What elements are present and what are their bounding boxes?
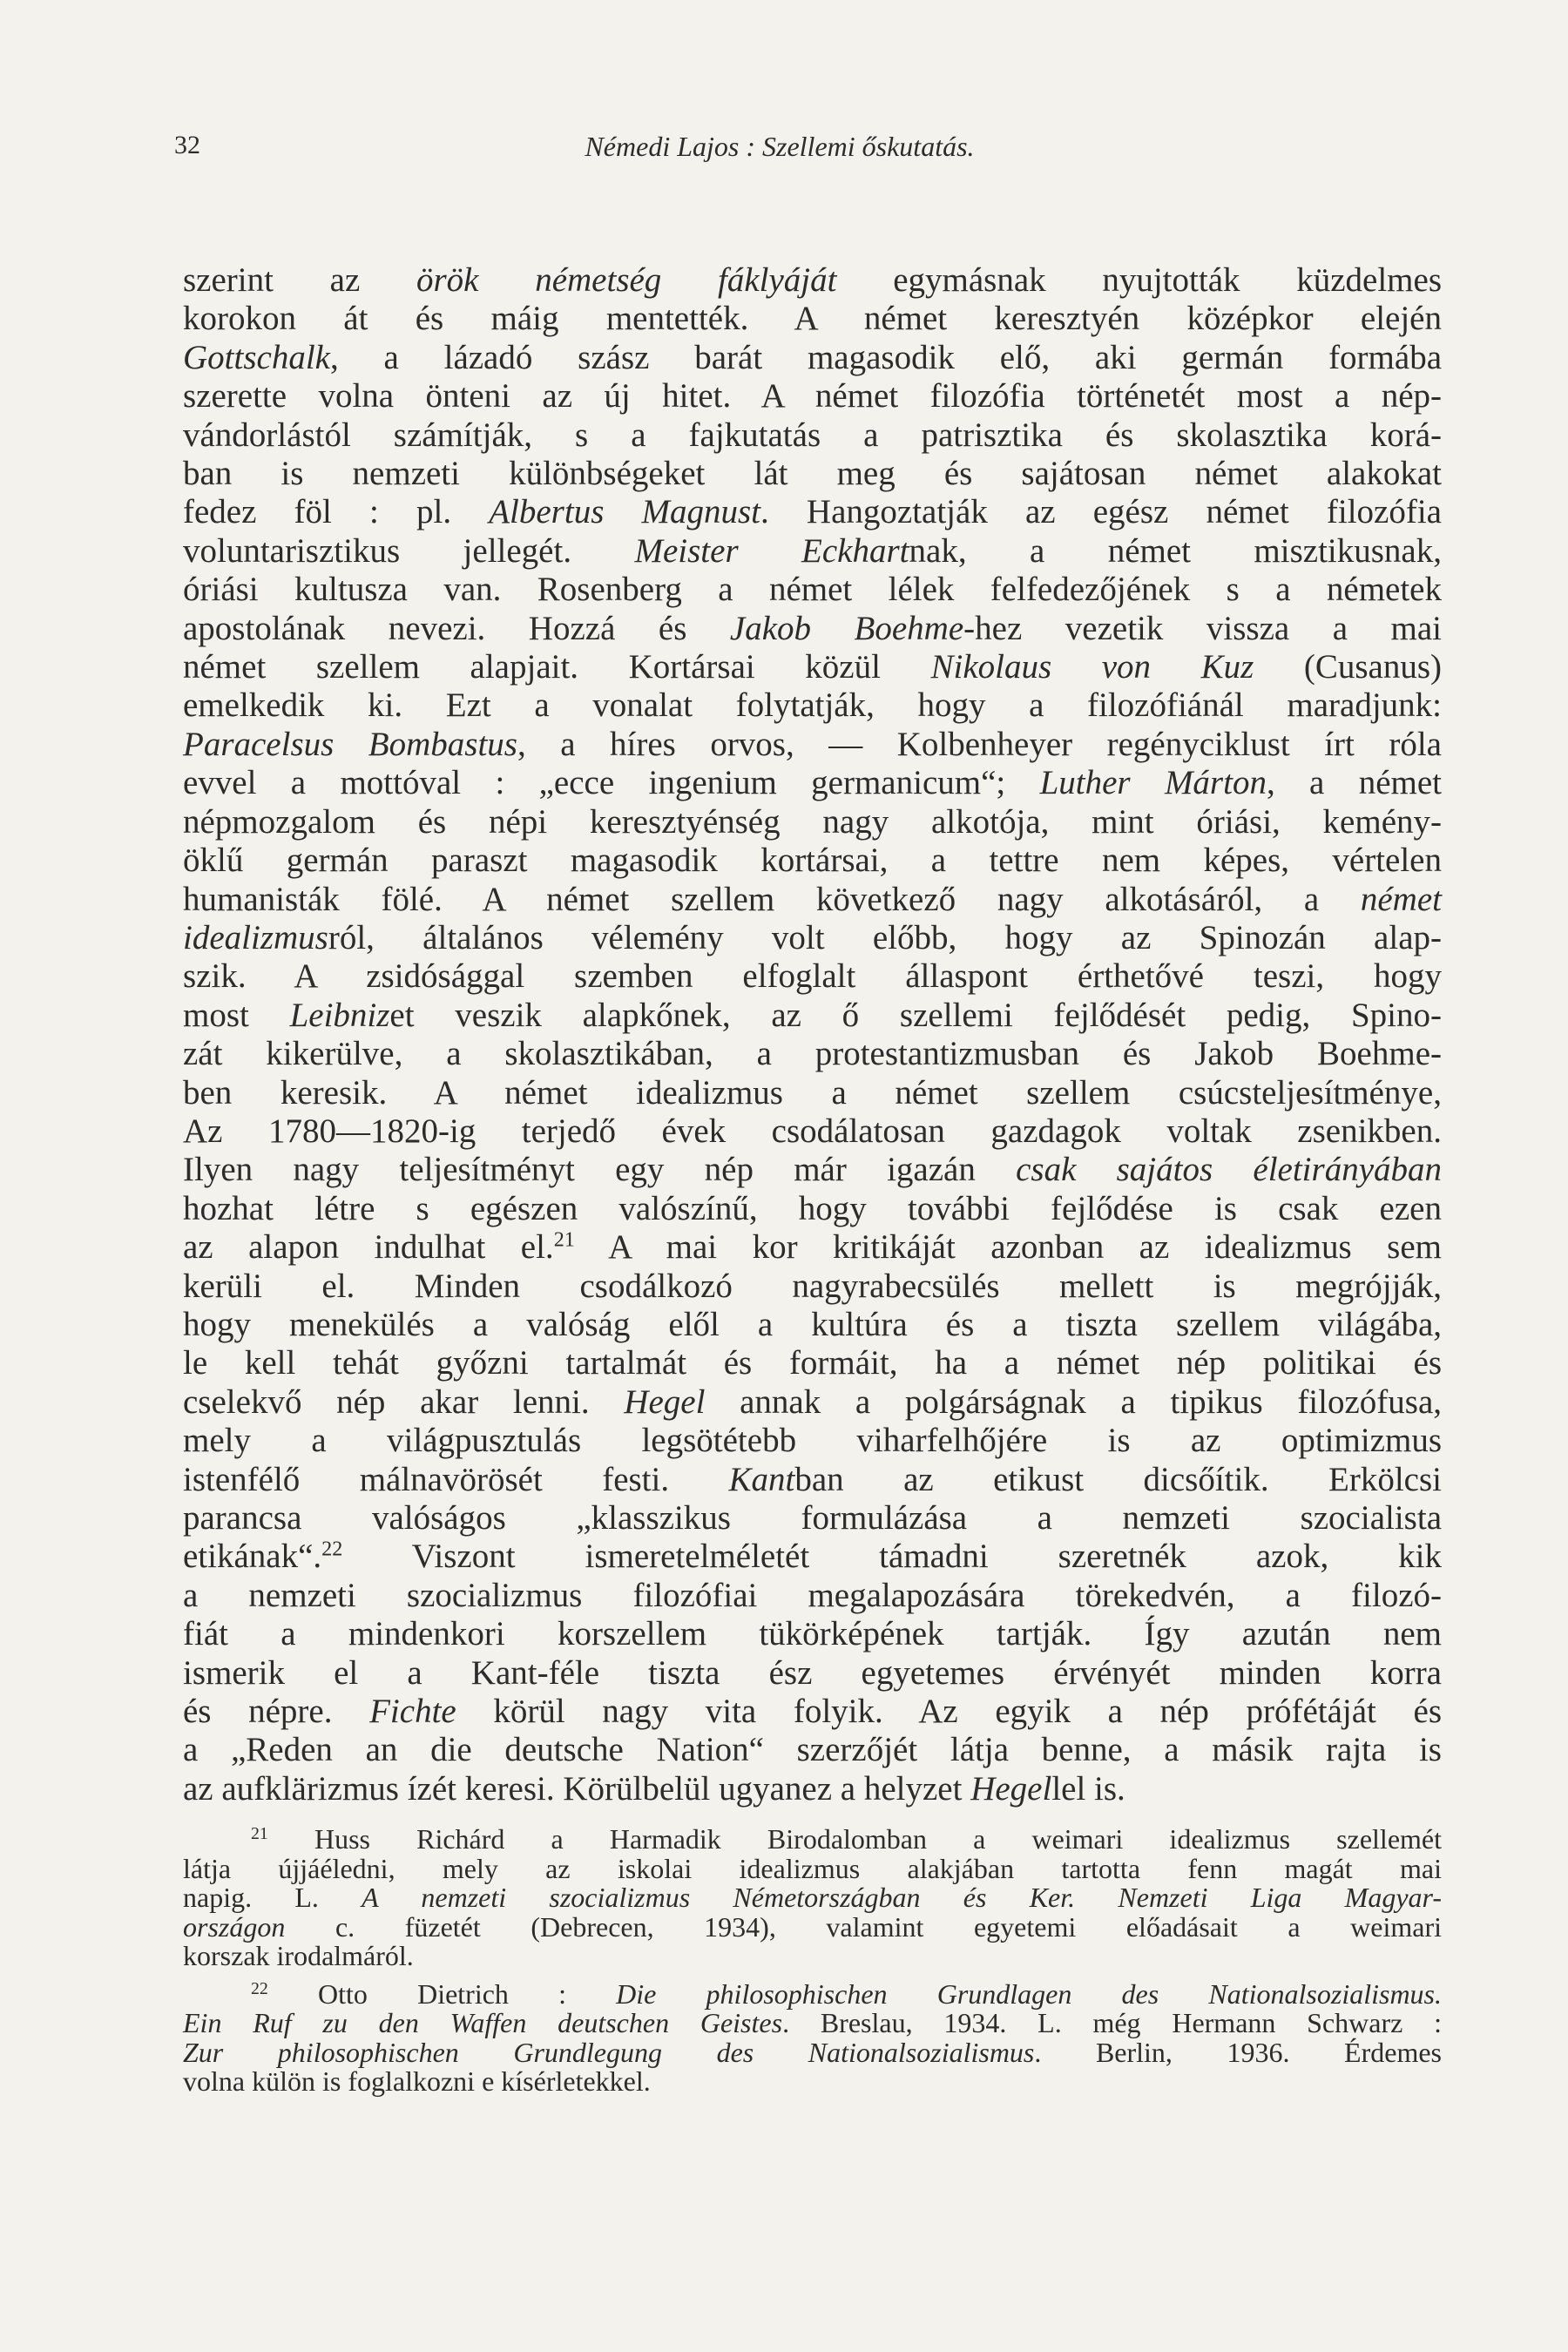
text-line <box>183 261 1442 300</box>
italic-text: csak sajátos életirányában <box>1016 1151 1443 1189</box>
text-run: evvel a mottóval : „ecce ingenium germanicum“; <box>183 764 1040 802</box>
text-run: , a német <box>1266 764 1442 802</box>
text-run: . Berlin, 1936. Érdemes <box>1034 2036 1443 2068</box>
text-line <box>183 1461 1442 1499</box>
text-run: ban is nemzeti különbségeket lát meg és sajátosan német alakokat <box>183 455 1442 493</box>
text-line <box>183 377 1442 416</box>
text-run: A mai kor kritikáját azonban az idealizmus sem <box>574 1228 1442 1267</box>
italic-text: Meister Eckhart <box>634 531 909 570</box>
footnote-marker: 22 <box>251 1978 268 1998</box>
text-run: annak a polgárságnak a tipikus filozófusa, <box>705 1382 1443 1421</box>
italic-text: Jakob Boehme <box>729 609 964 647</box>
text-run: c. füzetét (Debrecen, 1934), valamint egyetemi előadásait a weimari <box>285 1910 1442 1943</box>
text-line <box>183 764 1442 802</box>
page-number: 32 <box>174 131 200 159</box>
text-run: egymásnak nyujtották küzdelmes <box>836 261 1442 299</box>
italic-text: Hegel <box>624 1382 706 1421</box>
footnote-line <box>183 2038 1442 2068</box>
text-line <box>183 1615 1442 1653</box>
text-line <box>183 1112 1442 1151</box>
text-line <box>183 957 1442 996</box>
text-run: Ilyen nagy teljesítményt egy nép már igazán <box>183 1151 1017 1189</box>
text-run: és népre. <box>183 1693 370 1731</box>
text-line <box>183 1693 1442 1731</box>
text-run: lel is. <box>1051 1769 1125 1808</box>
text-run: (Cusanus) <box>1254 648 1442 686</box>
text-run: istenfélő málnavörösét festi. <box>183 1460 729 1498</box>
footnote-line <box>183 1852 1442 1884</box>
footnote-line <box>183 1910 1442 1943</box>
text-line <box>183 1228 1442 1267</box>
italic-text: Nikolaus von Kuz <box>930 648 1254 686</box>
italic-text: Die philosophischen Grundlagen des Nationalsozialismus. <box>616 1977 1442 2010</box>
text-line <box>183 1344 1442 1382</box>
text-run: emelkedik ki. Ezt a vonalat folytatják, hogy a filozófiánál maradjunk: <box>183 686 1442 725</box>
text-run: ismerik el a Kant-féle tiszta ész egyetemes érvényét minden korra <box>183 1653 1442 1692</box>
text-line <box>183 571 1442 609</box>
text-run: a „Reden an die deutsche Nation“ szerzőjét látja benne, a másik rajta is <box>183 1731 1442 1769</box>
text-run: parancsa valóságos „klasszikus formulázása a nemzeti szocialista <box>183 1499 1442 1537</box>
italic-text: idealizmus <box>183 918 328 956</box>
italic-text: Leibniz <box>289 996 390 1034</box>
text-line <box>183 881 1442 919</box>
italic-text: Fichte <box>369 1693 456 1731</box>
text-run: szik. A zsidósággal szemben elfoglalt állaspont érthetővé teszi, hogy <box>183 957 1442 996</box>
text-line <box>183 1383 1442 1422</box>
text-line <box>183 1306 1442 1344</box>
text-run: körül nagy vita folyik. Az egyik a nép prófétáját és <box>456 1693 1442 1731</box>
text-run: látja újjáéledni, mely az iskolai idealizmus alakjában tartotta fenn magát mai <box>183 1852 1442 1884</box>
text-run: napig. L. <box>183 1882 362 1913</box>
footnote-line <box>183 2009 1442 2038</box>
text-line <box>183 532 1442 571</box>
text-run: ben keresik. A német idealizmus a német szellem csúcsteljesítménye, <box>183 1073 1442 1112</box>
text-line <box>183 1577 1442 1615</box>
text-line <box>183 416 1442 455</box>
text-run: Otto Dietrich : <box>267 1977 617 2010</box>
footnote-marker: 21 <box>553 1227 575 1252</box>
footnotes <box>183 1825 1442 2097</box>
text-run: korokon át és máig mentették. A német keresztyén középkor elején <box>183 300 1442 338</box>
text-run: népmozgalom és népi keresztyénség nagy alkotója, mint óriási, kemény- <box>183 802 1442 841</box>
text-run: zát kikerülve, a skolasztikában, a protestantizmusban és Jakob Boehme- <box>183 1035 1442 1073</box>
footnote-line <box>183 1942 1442 1971</box>
text-run: most <box>183 996 290 1034</box>
text-line <box>183 1035 1442 1073</box>
main-text <box>183 261 1442 1808</box>
text-run: le kell tehát győzni tartalmát és formáit, ha a német nép politikai és <box>183 1344 1442 1382</box>
text-run: fedez föl : pl. <box>183 493 490 531</box>
text-line <box>183 610 1442 648</box>
text-line <box>183 726 1442 764</box>
text-line <box>183 455 1442 493</box>
text-run: hogy menekülés a valóság elől a kultúra és a tiszta szellem világába, <box>183 1305 1442 1343</box>
text-line <box>183 1422 1442 1460</box>
italic-text: Hegel <box>970 1769 1052 1808</box>
text-line <box>183 1190 1442 1228</box>
text-run: vándorlástól számítják, s a fajkutatás a patrisztika és skolasztika korá- <box>183 416 1442 454</box>
footnote-line <box>183 1883 1442 1913</box>
text-run: óriási kultusza van. Rosenberg a német lélek felfedezőjének s a németek <box>183 571 1442 609</box>
text-run: voluntarisztikus jellegét. <box>183 531 635 570</box>
text-run: az aufklärizmus ízét keresi. Körülbelül ugyanez a helyzet <box>183 1769 971 1808</box>
text-run: Huss Richárd a Harmadik Birodalomban a weimari idealizmus szellemét <box>267 1823 1442 1855</box>
text-run: nak, a német misztikusnak, <box>909 531 1442 570</box>
page-header <box>174 131 1385 183</box>
text-line <box>183 1074 1442 1112</box>
text-run: mely a világpusztulás legsötétebb viharfelhőjére is az optimizmus <box>183 1422 1442 1460</box>
text-line <box>183 919 1442 957</box>
running-head: Némedi Lajos : Szellemi őskutatás. <box>585 131 975 162</box>
text-run: Az 1780—1820-ig terjedő évek csodálatosan gazdagok voltak zsenikben. <box>183 1112 1442 1150</box>
text-line <box>183 1654 1442 1693</box>
italic-text: Gottschalk <box>183 338 330 376</box>
text-run: cselekvő nép akar lenni. <box>183 1382 625 1421</box>
text-run: . Hangoztatják az egész német filozófia <box>760 493 1442 531</box>
text-run: -hez vezetik vissza a mai <box>963 609 1442 647</box>
text-line <box>183 648 1442 686</box>
text-run: német szellem alapjait. Kortársai közül <box>183 648 931 686</box>
footnote-marker: 22 <box>321 1538 343 1562</box>
text-line <box>183 1731 1442 1769</box>
text-line <box>183 1267 1442 1306</box>
text-run: . Breslau, 1934. L. még Hermann Schwarz : <box>782 2007 1443 2038</box>
text-line <box>183 686 1442 725</box>
text-run: , a lázadó szász barát magasodik elő, aki germán formába <box>329 338 1442 376</box>
italic-text: Kant <box>728 1460 795 1498</box>
text-run: kerüli el. Minden csodálkozó nagyrabecsülés mellett is megrójják, <box>183 1267 1442 1305</box>
italic-text: Albertus Magnust <box>489 493 761 531</box>
italic-text: Ein Ruf zu den Waffen deutschen Geistes <box>183 2007 783 2038</box>
text-run: ban az etikust dicsőítik. Erkölcsi <box>794 1460 1442 1498</box>
text-line <box>183 339 1442 377</box>
text-line <box>183 1538 1442 1576</box>
text-run: Viszont ismeretelméletét támadni szeretnék azok, kik <box>342 1538 1442 1576</box>
text-run: et veszik alapkőnek, az ő szellemi fejlődését pedig, Spino- <box>389 996 1442 1034</box>
text-run: , a híres orvos, — Kolbenheyer regényciklust írt róla <box>517 725 1442 763</box>
italic-text: Zur philosophischen Grundlegung des Nationalsozialismus <box>183 2036 1035 2068</box>
text-run: szerette volna önteni az új hitet. A német filozófia történetét most a nép- <box>183 377 1442 416</box>
italic-text: A nemzeti szocializmus Németországban és Ker. Nemzeti Liga Magyar- <box>362 1882 1443 1913</box>
text-run: volna külön is foglalkozni e kísérletekkel. <box>183 2065 651 2097</box>
text-run: a nemzeti szocializmus filozófiai megalapozására törekedvén, a filozó- <box>183 1576 1442 1614</box>
italic-text: Luther Márton <box>1039 764 1267 802</box>
text-line <box>183 1151 1442 1189</box>
text-line <box>183 841 1442 880</box>
italic-text: Paracelsus Bombastus <box>183 725 517 763</box>
text-line <box>183 803 1442 841</box>
text-run: az alapon indulhat el. <box>183 1228 554 1267</box>
text-run: hozhat létre s egészen valószínű, hogy további fejlődése is csak ezen <box>183 1189 1442 1227</box>
text-run: fiát a mindenkori korszellem tükörképének tartják. Így azután nem <box>183 1615 1442 1653</box>
text-line <box>183 493 1442 531</box>
text-run: korszak irodalmáról. <box>183 1940 414 1971</box>
text-run: apostolának nevezi. Hozzá és <box>183 609 730 647</box>
footnote-line <box>183 1977 1442 2010</box>
text-line <box>183 1770 1442 1808</box>
text-run: humanisták fölé. A német szellem következő nagy alkotásáról, a <box>183 880 1361 918</box>
footnote-marker: 21 <box>251 1824 268 1844</box>
text-line <box>183 997 1442 1035</box>
italic-text: német <box>1360 880 1442 918</box>
text-run: öklű germán paraszt magasodik kortársai, a tettre nem képes, vértelen <box>183 841 1442 880</box>
text-line <box>183 300 1442 338</box>
text-run: etikának“. <box>183 1538 322 1576</box>
text-line <box>183 1499 1442 1538</box>
italic-text: örök németség fáklyáját <box>416 261 837 299</box>
text-run: szerint az <box>183 261 416 299</box>
italic-text: országon <box>183 1910 286 1943</box>
footnote-line <box>183 1825 1442 1855</box>
footnote-line <box>183 2067 1442 2097</box>
text-run: ról, általános vélemény volt előbb, hogy az Spinozán alap- <box>328 918 1442 956</box>
